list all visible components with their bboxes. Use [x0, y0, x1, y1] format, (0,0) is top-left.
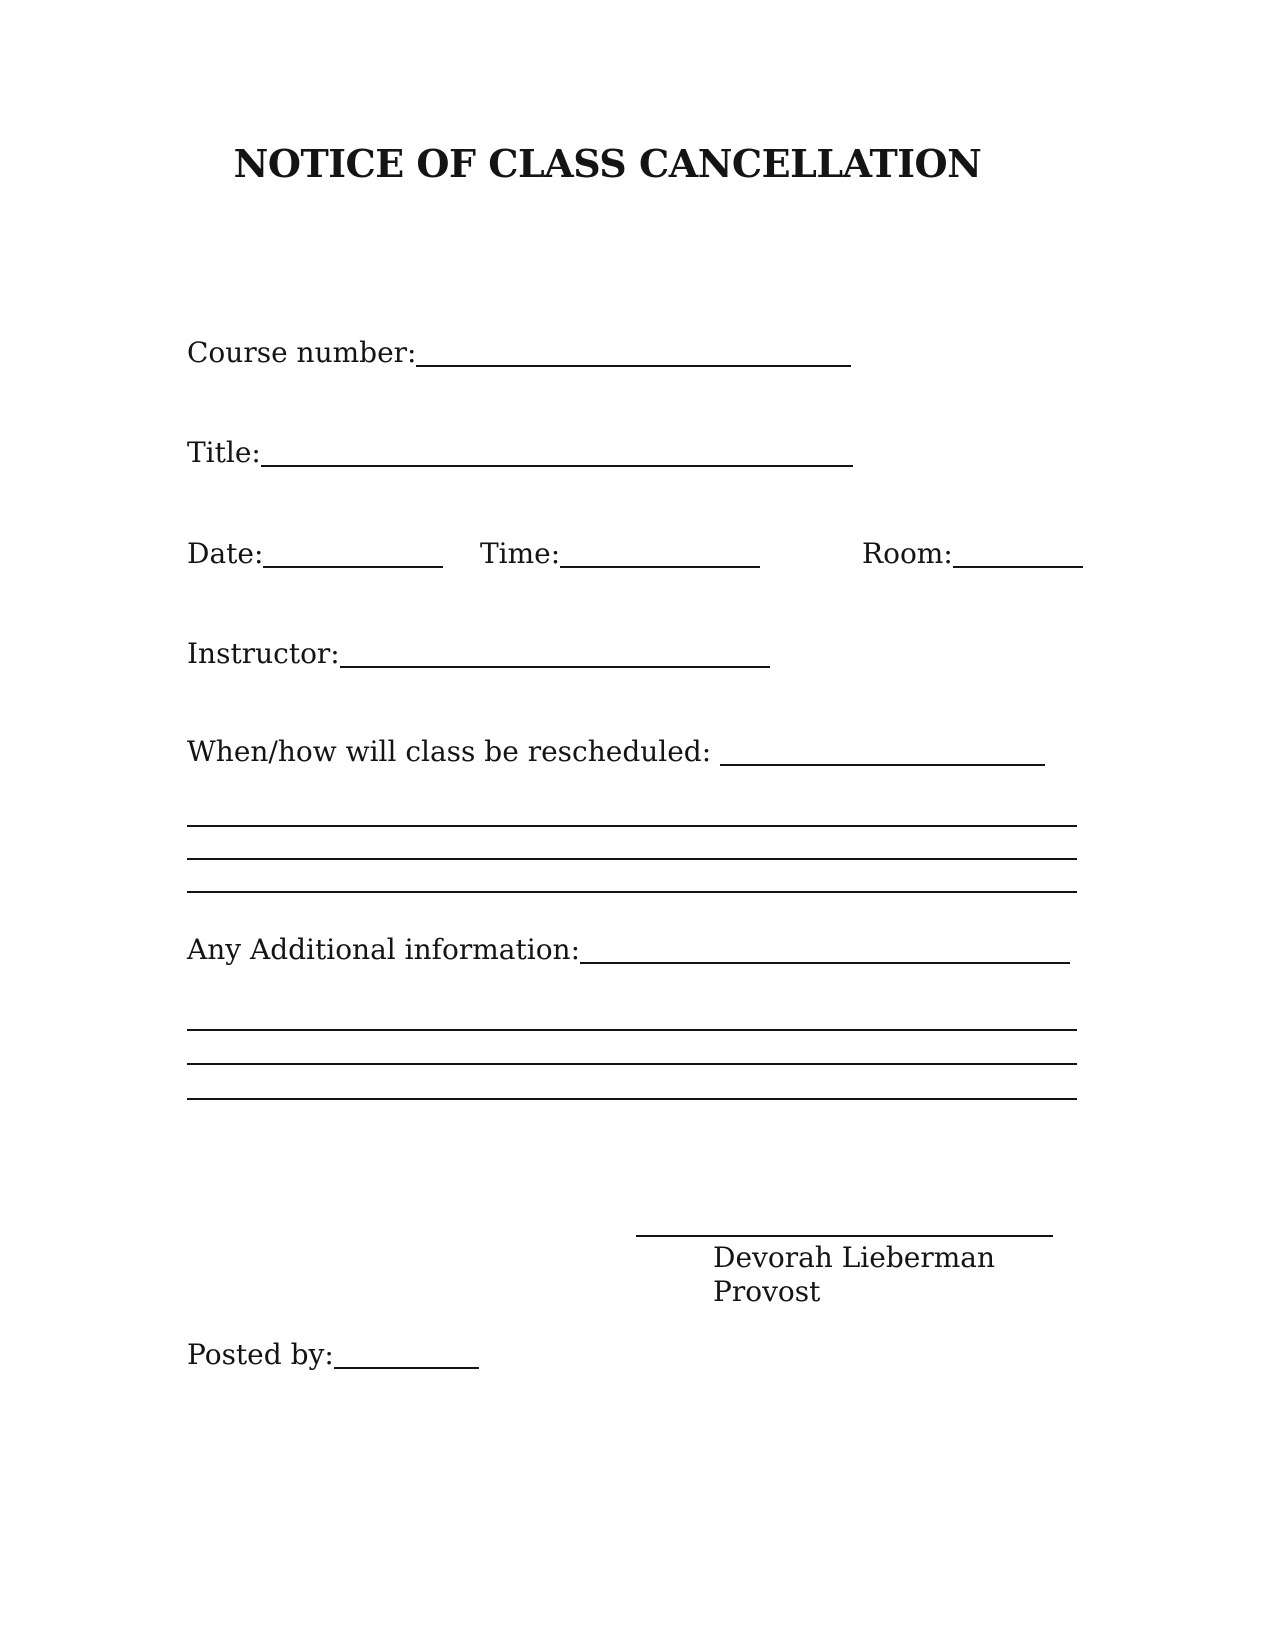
instructor-label: Instructor:	[187, 637, 340, 670]
time-field[interactable]	[560, 542, 760, 568]
additional-info-writing-line-3[interactable]	[187, 1098, 1077, 1100]
course-title-field[interactable]	[261, 441, 853, 467]
posted-by-row	[187, 1338, 479, 1372]
reschedule-field[interactable]	[720, 740, 1045, 766]
signature-line[interactable]	[636, 1235, 1053, 1237]
course-number-label: Course number:	[187, 336, 417, 369]
reschedule-writing-line-1[interactable]	[187, 825, 1077, 827]
signature-name: Devorah Lieberman	[713, 1241, 995, 1274]
course-title-label: Title:	[187, 436, 261, 469]
time-label: Time:	[480, 537, 561, 570]
instructor-field[interactable]	[340, 642, 770, 668]
additional-info-field[interactable]	[580, 938, 1070, 964]
date-field[interactable]	[263, 542, 443, 568]
posted-by-field[interactable]	[334, 1343, 479, 1369]
course-title-row	[187, 436, 853, 470]
reschedule-writing-line-3[interactable]	[187, 891, 1077, 893]
reschedule-label: When/how will class be rescheduled:	[187, 735, 721, 768]
date-group	[187, 537, 443, 571]
room-label: Room:	[862, 537, 953, 570]
additional-info-writing-line-2[interactable]	[187, 1063, 1077, 1065]
additional-info-label: Any Additional information:	[187, 933, 581, 966]
room-group	[862, 537, 1083, 571]
page-title: NOTICE OF CLASS CANCELLATION	[233, 141, 982, 186]
posted-by-label: Posted by:	[187, 1338, 334, 1371]
reschedule-row	[187, 735, 1045, 769]
additional-info-row	[187, 933, 1070, 967]
time-group	[480, 537, 760, 571]
course-number-row	[187, 336, 851, 370]
signature-title: Provost	[713, 1275, 821, 1308]
course-number-field[interactable]	[416, 341, 851, 367]
additional-info-writing-line-1[interactable]	[187, 1029, 1077, 1031]
reschedule-writing-line-2[interactable]	[187, 858, 1077, 860]
instructor-row	[187, 637, 770, 671]
room-field[interactable]	[953, 542, 1083, 568]
date-label: Date:	[187, 537, 264, 570]
